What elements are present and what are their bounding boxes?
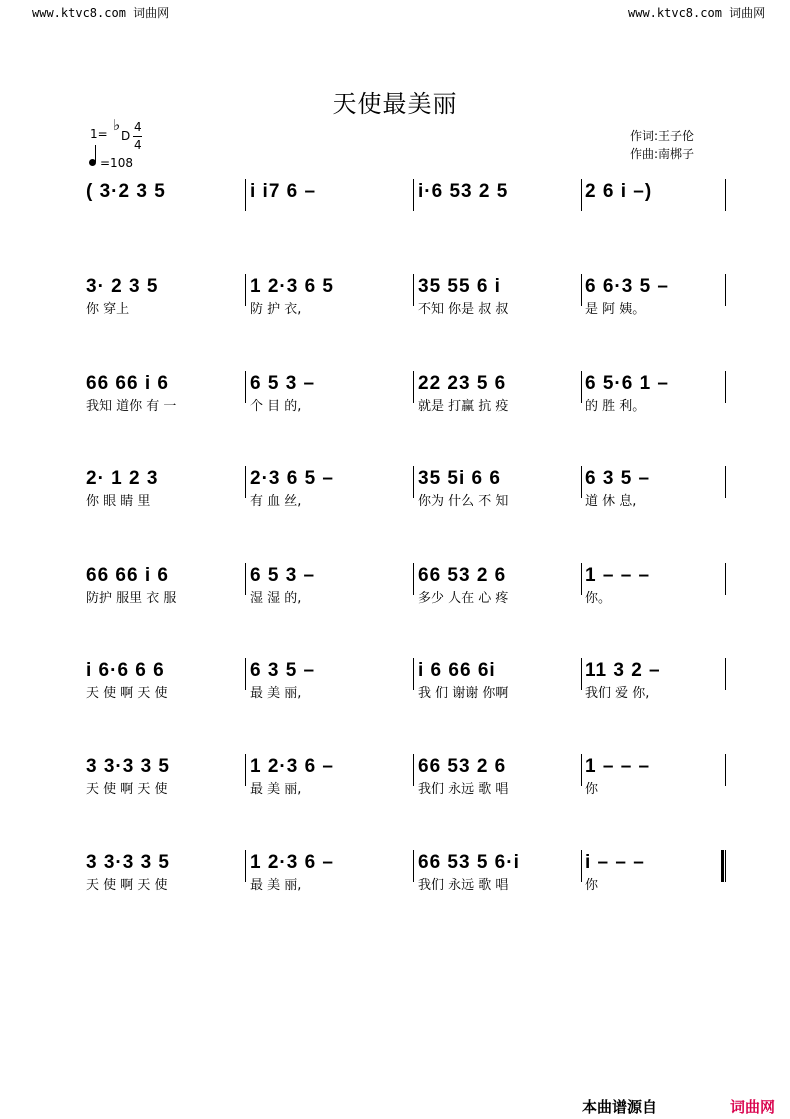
bar-line bbox=[725, 466, 726, 498]
key-prefix: 1= bbox=[90, 127, 108, 141]
bar-line bbox=[245, 274, 246, 306]
source-label: 本曲谱源自 bbox=[582, 1098, 658, 1116]
flat-symbol: ♭ bbox=[113, 116, 121, 134]
measure-notes: 1 2·3 6 5 bbox=[250, 276, 334, 297]
bar-line bbox=[413, 563, 414, 595]
bar-line bbox=[581, 850, 582, 882]
measure-notes: ( 3·2 3 5 bbox=[86, 181, 166, 202]
bar-line bbox=[413, 754, 414, 786]
measure-notes: 3 3·3 3 5 bbox=[86, 756, 170, 777]
bar-line bbox=[581, 754, 582, 786]
measure-lyrics: 湿 湿 的, bbox=[250, 591, 302, 606]
bar-line bbox=[725, 274, 726, 306]
bar-line bbox=[581, 274, 582, 306]
measure-notes: 1 – – – bbox=[585, 756, 651, 777]
bar-line bbox=[581, 466, 582, 498]
measure-lyrics: 你。 bbox=[585, 591, 612, 606]
measure-notes: 1 – – – bbox=[585, 565, 651, 586]
bar-line bbox=[581, 658, 582, 690]
measure-notes: 2 6 i –) bbox=[585, 181, 653, 202]
measure-lyrics: 道 休 息, bbox=[585, 494, 637, 509]
bar-line bbox=[725, 658, 726, 690]
measure-notes: 6 5·6 1 – bbox=[585, 373, 669, 394]
measure-lyrics: 有 血 丝, bbox=[250, 494, 302, 509]
time-signature-bottom: 4 bbox=[134, 138, 142, 152]
measure-lyrics: 我们 永远 歌 唱 bbox=[418, 782, 509, 797]
measure-notes: 6 5 3 – bbox=[250, 373, 316, 394]
measure-notes: 66 53 2 6 bbox=[418, 756, 507, 777]
bar-line bbox=[725, 371, 726, 403]
bar-line bbox=[413, 466, 414, 498]
measure-notes: 66 53 5 6·i bbox=[418, 852, 520, 873]
quarter-note-stem bbox=[95, 145, 96, 162]
bar-line bbox=[413, 179, 414, 211]
measure-notes: 6 5 3 – bbox=[250, 565, 316, 586]
key-note: D bbox=[121, 129, 131, 143]
measure-lyrics: 最 美 丽, bbox=[250, 686, 302, 701]
measure-notes: 3· 2 3 5 bbox=[86, 276, 159, 297]
song-title: 天使最美丽 bbox=[332, 90, 458, 118]
bar-line bbox=[725, 179, 726, 211]
measure-lyrics: 我们 永远 歌 唱 bbox=[418, 878, 509, 893]
measure-notes: 22 23 5 6 bbox=[418, 373, 507, 394]
bar-line bbox=[581, 179, 582, 211]
measure-lyrics: 最 美 丽, bbox=[250, 782, 302, 797]
measure-lyrics: 天 使 啊 天 使 bbox=[86, 782, 168, 797]
bar-line bbox=[413, 658, 414, 690]
bar-line bbox=[413, 850, 414, 882]
measure-lyrics: 最 美 丽, bbox=[250, 878, 302, 893]
measure-notes: 66 66 i 6 bbox=[86, 565, 169, 586]
measure-lyrics: 不知 你是 叔 叔 bbox=[418, 302, 509, 317]
measure-notes: 3 3·3 3 5 bbox=[86, 852, 170, 873]
measure-lyrics: 防护 服里 衣 服 bbox=[86, 591, 177, 606]
measure-lyrics: 你 bbox=[585, 878, 599, 893]
measure-lyrics: 你 穿上 bbox=[86, 302, 130, 317]
bar-line bbox=[245, 466, 246, 498]
bar-line bbox=[245, 563, 246, 595]
measure-notes: 6 3 5 – bbox=[250, 660, 316, 681]
measure-notes: 1 2·3 6 – bbox=[250, 756, 334, 777]
bar-line bbox=[245, 179, 246, 211]
source-name: 词曲网 bbox=[730, 1098, 776, 1116]
bar-line bbox=[725, 563, 726, 595]
measure-lyrics: 防 护 衣, bbox=[250, 302, 302, 317]
measure-notes: i – – – bbox=[585, 852, 645, 873]
bar-line bbox=[581, 371, 582, 403]
measure-lyrics: 我 们 谢谢 你啊 bbox=[418, 686, 509, 701]
measure-notes: 35 5i 6 6 bbox=[418, 468, 501, 489]
bar-line bbox=[245, 658, 246, 690]
measure-lyrics: 天 使 啊 天 使 bbox=[86, 686, 168, 701]
measure-lyrics: 我知 道你 有 一 bbox=[86, 399, 177, 414]
measure-notes: 66 53 2 6 bbox=[418, 565, 507, 586]
measure-lyrics: 你为 什么 不 知 bbox=[418, 494, 509, 509]
measure-notes: 35 55 6 i bbox=[418, 276, 501, 297]
measure-notes: i 6·6 6 6 bbox=[86, 660, 165, 681]
measure-lyrics: 你 bbox=[585, 782, 599, 797]
measure-notes: 2· 1 2 3 bbox=[86, 468, 159, 489]
measure-notes: i·6 53 2 5 bbox=[418, 181, 509, 202]
watermark-right: www.ktvc8.com 词曲网 bbox=[628, 6, 766, 20]
measure-lyrics: 就是 打赢 抗 疫 bbox=[418, 399, 509, 414]
measure-lyrics: 天 使 啊 天 使 bbox=[86, 878, 168, 893]
bar-line bbox=[413, 274, 414, 306]
measure-lyrics: 多少 人在 心 疼 bbox=[418, 591, 509, 606]
measure-lyrics: 的 胜 利。 bbox=[585, 399, 646, 414]
measure-lyrics: 我们 爱 你, bbox=[585, 686, 650, 701]
measure-notes: 6 6·3 5 – bbox=[585, 276, 669, 297]
bar-line bbox=[725, 850, 726, 882]
measure-notes: 2·3 6 5 – bbox=[250, 468, 334, 489]
final-bar-line bbox=[721, 850, 724, 882]
measure-notes: 66 66 i 6 bbox=[86, 373, 169, 394]
bar-line bbox=[245, 371, 246, 403]
bar-line bbox=[581, 563, 582, 595]
measure-lyrics: 是 阿 姨。 bbox=[585, 302, 646, 317]
measure-notes: 1 2·3 6 – bbox=[250, 852, 334, 873]
bar-line bbox=[413, 371, 414, 403]
composer-credit: 作曲:南梆子 bbox=[630, 147, 695, 161]
lyricist-credit: 作词:王子伦 bbox=[630, 129, 695, 143]
measure-notes: 11 3 2 – bbox=[585, 660, 661, 681]
bar-line bbox=[725, 754, 726, 786]
measure-notes: i 6 66 6i bbox=[418, 660, 496, 681]
bar-line bbox=[245, 850, 246, 882]
measure-lyrics: 个 目 的, bbox=[250, 399, 302, 414]
bar-line bbox=[245, 754, 246, 786]
measure-notes: 6 3 5 – bbox=[585, 468, 651, 489]
measure-notes: i i7 6 – bbox=[250, 181, 317, 202]
time-signature-top: 4 bbox=[134, 120, 142, 134]
time-signature-divider bbox=[133, 136, 142, 137]
measure-lyrics: 你 眼 睛 里 bbox=[86, 494, 151, 509]
tempo: =108 bbox=[100, 156, 133, 170]
watermark-left: www.ktvc8.com 词曲网 bbox=[32, 6, 170, 20]
